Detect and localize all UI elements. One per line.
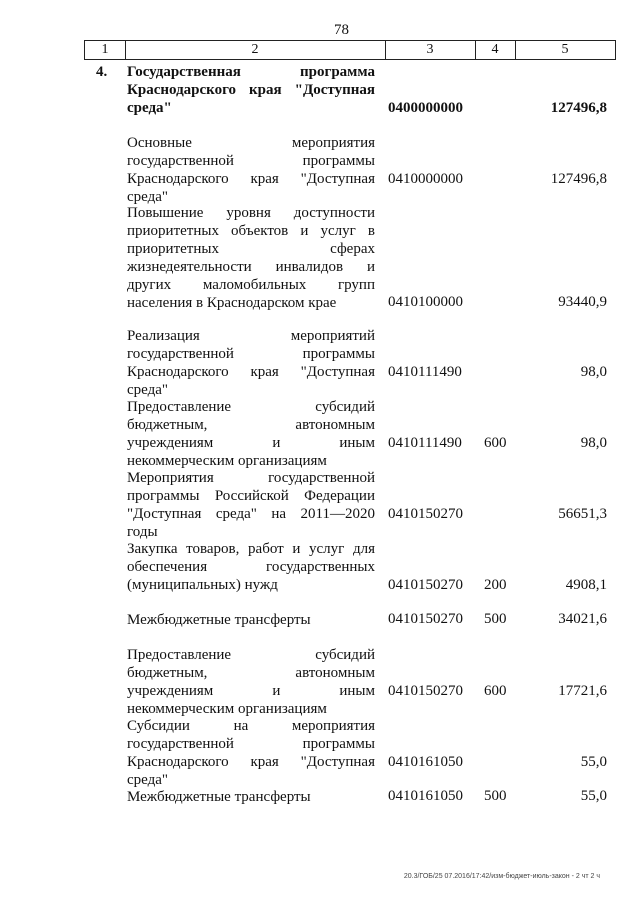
row-code: 0410150270 <box>388 611 463 627</box>
row-code: 0410150270 <box>388 683 463 699</box>
col-header-3: 3 <box>426 42 434 57</box>
row-amount: 127496,8 <box>550 171 607 187</box>
row-code: 0410100000 <box>388 294 463 310</box>
row-code: 0410000000 <box>388 171 463 187</box>
row-code: 0410161050 <box>388 788 463 804</box>
row-description: Межбюджетные трансферты <box>127 612 311 628</box>
row-description: Предоставление субсидий бюджетным, автономным учреждениям и иным некоммерческим организациям <box>127 399 375 469</box>
row-description: Повышение уровня доступности приоритетных объектов и услуг в приоритетных сферах жизнедеятельности инвалидов и других маломобильных групп населения в Краснодарском крае <box>127 205 375 311</box>
col-header-4: 4 <box>491 42 499 57</box>
row-description: Субсидии на мероприятия государственной программы Краснодарского края "Доступная среда" <box>127 718 375 788</box>
row-description: Закупка товаров, работ и услуг для обеспечения государственных (муниципальных) нужд <box>127 541 375 593</box>
row-description: Межбюджетные трансферты <box>127 789 311 805</box>
row-code: 0410161050 <box>388 754 463 770</box>
row-code: 0410150270 <box>388 506 463 522</box>
row-amount: 93440,9 <box>558 294 607 310</box>
row-amount: 4908,1 <box>565 577 607 593</box>
row-amount: 127496,8 <box>550 100 607 116</box>
row-amount: 56651,3 <box>558 506 607 522</box>
row-code: 0410111490 <box>388 364 462 380</box>
row-expense-type: 500 <box>484 611 507 627</box>
col-header-5: 5 <box>561 42 569 57</box>
row-amount: 98,0 <box>580 364 607 380</box>
col-header-1: 1 <box>101 42 109 57</box>
row-code: 0400000000 <box>388 100 463 116</box>
row-description: Мероприятия государственной программы Российской Федерации "Доступная среда" на 2011—2020 годы <box>127 470 375 540</box>
row-description: Государственная программа Краснодарского края "Доступная среда" <box>127 64 375 116</box>
row-description: Основные мероприятия государственной программы Краснодарского края "Доступная среда" <box>127 135 375 205</box>
page-number: 78 <box>334 22 349 38</box>
row-amount: 34021,6 <box>558 611 607 627</box>
row-description: Реализация мероприятий государственной программы Краснодарского края "Доступная среда" <box>127 328 375 398</box>
row-amount: 17721,6 <box>558 683 607 699</box>
row-expense-type: 500 <box>484 788 507 804</box>
row-amount: 55,0 <box>580 788 607 804</box>
row-number: 4. <box>96 64 108 80</box>
row-expense-type: 600 <box>484 435 507 451</box>
row-code: 0410150270 <box>388 577 463 593</box>
row-description: Предоставление субсидий бюджетным, автономным учреждениям и иным некоммерческим организациям <box>127 647 375 717</box>
row-code: 0410111490 <box>388 435 462 451</box>
row-expense-type: 600 <box>484 683 507 699</box>
row-expense-type: 200 <box>484 577 507 593</box>
column-header-row <box>84 40 616 60</box>
row-amount: 98,0 <box>580 435 607 451</box>
footer-file-stamp: 20.3/ГОБ/25 07.2016/17:42/изм-бюджет-июль-закон - 2 чт 2 ч <box>403 873 600 880</box>
col-header-2: 2 <box>251 42 259 57</box>
row-amount: 55,0 <box>580 754 607 770</box>
